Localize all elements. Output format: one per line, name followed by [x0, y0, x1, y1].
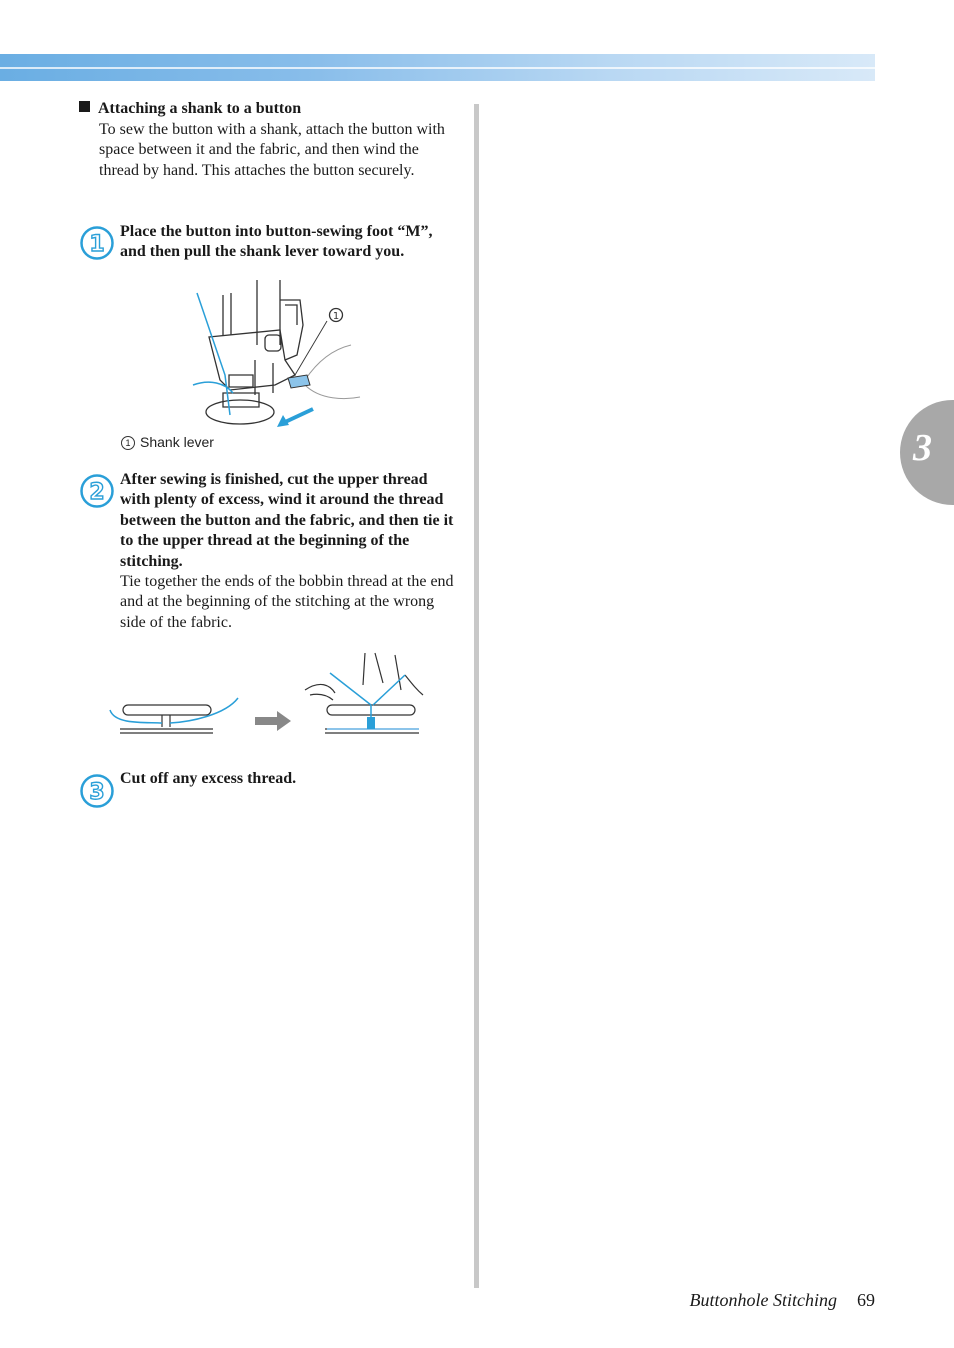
column-divider	[474, 104, 479, 1288]
square-bullet-icon	[79, 101, 90, 112]
step-3-number: 3	[89, 780, 105, 805]
step-2-instruction: After sewing is finished, cut the upper thread with plenty of excess, wind it around the thread between the button and the fabric, and then tie it to the upper thread at the beginning of the stitching.	[120, 471, 454, 570]
button-sewing-foot-illustration	[185, 275, 365, 435]
section-heading	[79, 100, 301, 118]
step-2-number-icon	[79, 473, 115, 509]
header-band-stripe	[0, 67, 875, 69]
figure-1-caption-text: Shank lever	[140, 434, 214, 450]
step-3-number-icon	[79, 773, 115, 809]
chapter-number: 3	[913, 427, 932, 469]
step-1-number: 1	[89, 232, 105, 257]
section-heading-text: Attaching a shank to a button	[98, 100, 302, 117]
figure-1-callout: 1	[332, 311, 340, 322]
callout-number-icon: 1	[121, 436, 135, 450]
figure-1-caption	[121, 434, 214, 450]
page-number: 69	[857, 1290, 875, 1310]
step-2-number: 2	[89, 480, 105, 505]
chapter-tab	[900, 400, 954, 505]
step-2-note: Tie together the ends of the bobbin thread at the end and at the beginning of the stitching at the wrong side of the fabric.	[120, 573, 454, 631]
header-color-band	[0, 54, 875, 81]
thread-winding-illustration	[105, 645, 435, 745]
footer-chapter-title: Buttonhole Stitching	[689, 1290, 837, 1310]
step-1-number-icon	[79, 225, 115, 261]
step-3-instruction: Cut off any excess thread.	[120, 770, 297, 787]
section-intro: To sew the button with a shank, attach the button with space between it and the fabric, and then wind the thread by hand. This attaches the button securely.	[99, 121, 445, 179]
step-1-instruction: Place the button into button-sewing foot “M”, and then pull the shank lever toward you.	[120, 223, 433, 261]
page-footer	[0, 1290, 875, 1311]
